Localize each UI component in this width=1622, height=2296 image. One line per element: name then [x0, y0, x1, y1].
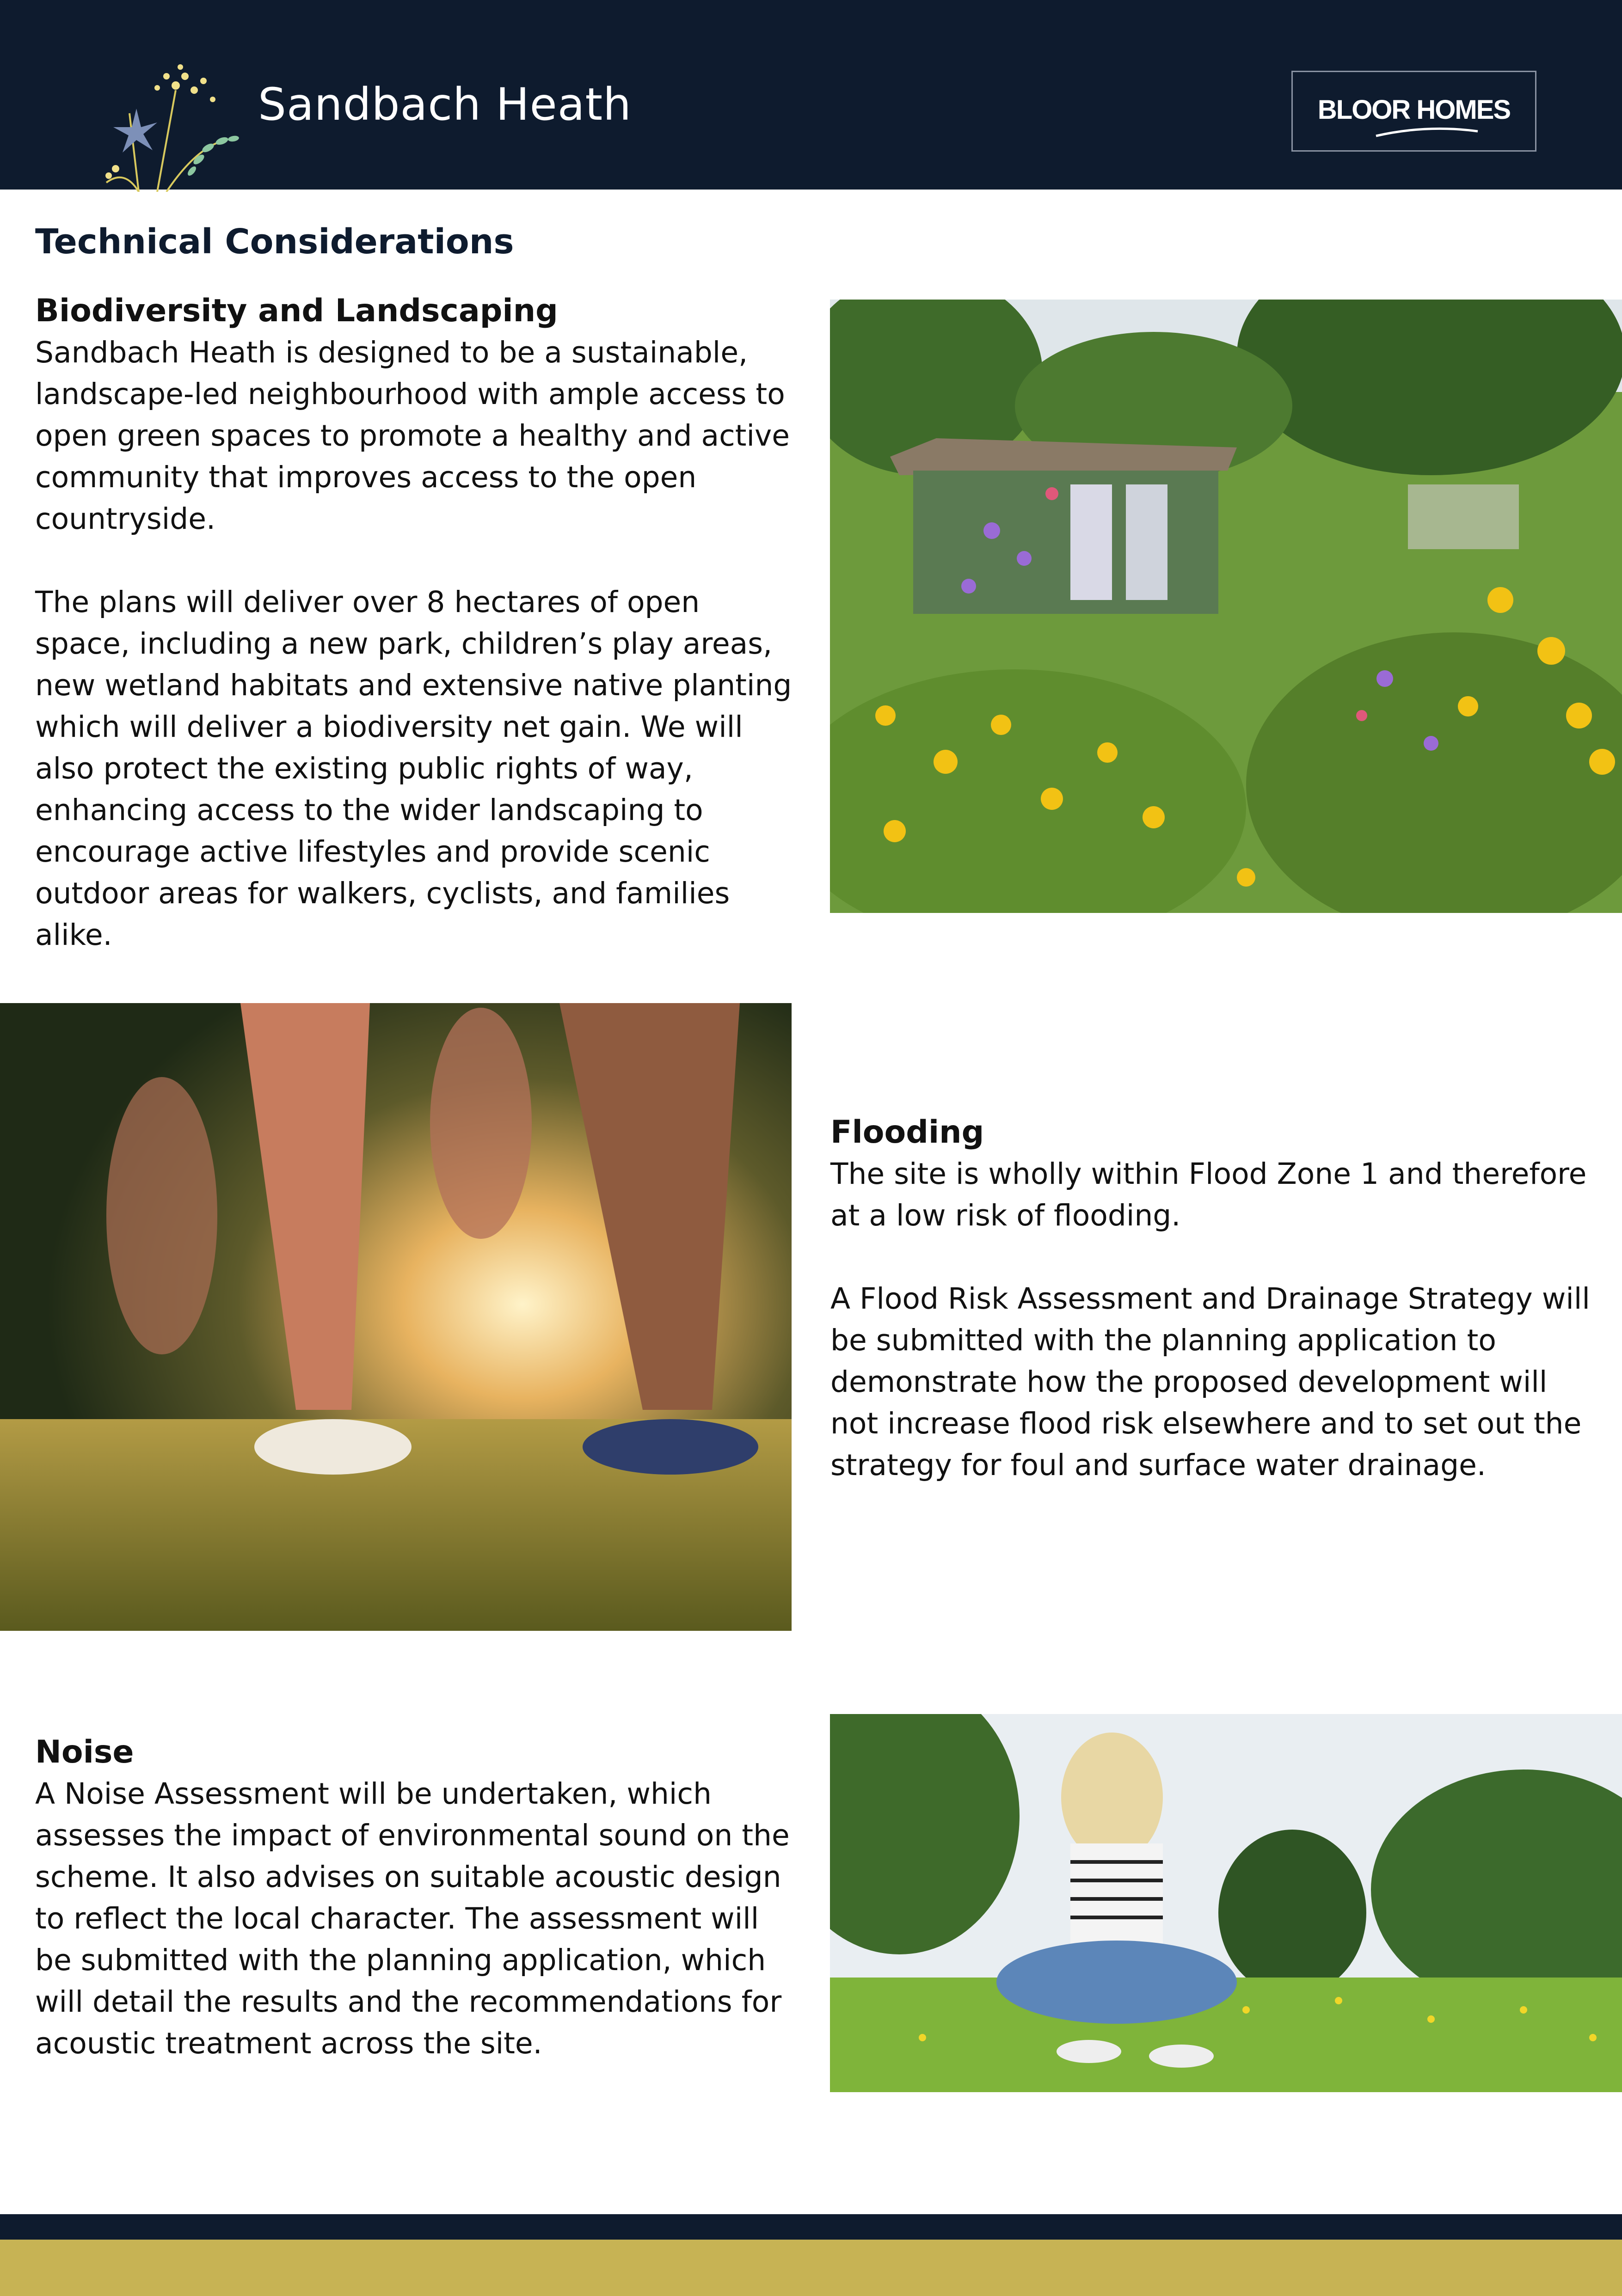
garden-allotment-photo: [830, 300, 1622, 913]
flooding-paragraph-1: The site is wholly within Flood Zone 1 and therefore at a low risk of flooding.: [830, 1157, 1587, 1232]
biodiversity-section: [35, 290, 793, 998]
brand-swoosh-icon: [1374, 122, 1480, 141]
page-heading: Technical Considerations: [35, 222, 514, 262]
brand-name: BLOOR HOMES: [1317, 95, 1511, 125]
footer-gold-band: [0, 2240, 1622, 2296]
header-banner: [0, 0, 1622, 190]
flooding-heading: Flooding: [830, 1114, 984, 1151]
flower-logo-icon: [88, 58, 273, 192]
footer-navy-band: [0, 2214, 1622, 2240]
biodiversity-paragraph-1: Sandbach Heath is designed to be a sustainable, landscape-led neighbourhood with ample access to open green spaces to promote a healthy and active community that improves access to the open countryside.: [35, 336, 790, 536]
brand-logo: [1291, 71, 1536, 152]
noise-section: [35, 1732, 793, 2106]
flooding-paragraph-2: A Flood Risk Assessment and Drainage Strategy will be submitted with the planning application to demonstrate how the proposed development will not increase flood risk elsewhere and to set out the strategy for foul and surface water drainage.: [830, 1282, 1590, 1482]
friends-feet-sunset-photo: [0, 1003, 792, 1631]
biodiversity-paragraph-2: The plans will deliver over 8 hectares of open space, including a new park, children’s play areas, new wetland habitats and extensive native planting which will deliver a biodiversity net gain. We will also protect the existing public rights of way, enhancing access to the wider landscaping to encourage active lifestyles and provide scenic outdoor areas for walkers, cyclists, and families alike.: [35, 585, 792, 952]
noise-heading: Noise: [35, 1734, 134, 1770]
site-title: Sandbach Heath: [258, 79, 632, 130]
noise-paragraph-1: A Noise Assessment will be undertaken, which assesses the impact of environmental sound on the scheme. It also advises on suitable acoustic design to reflect the local character. The assessment will be submitted with the planning application, which will detail the results and the recommendations for acoustic treatment across the site.: [35, 1777, 790, 2060]
woman-in-park-photo: [830, 1714, 1622, 2092]
flooding-section: [830, 1112, 1598, 1528]
biodiversity-heading: Biodiversity and Landscaping: [35, 293, 558, 329]
